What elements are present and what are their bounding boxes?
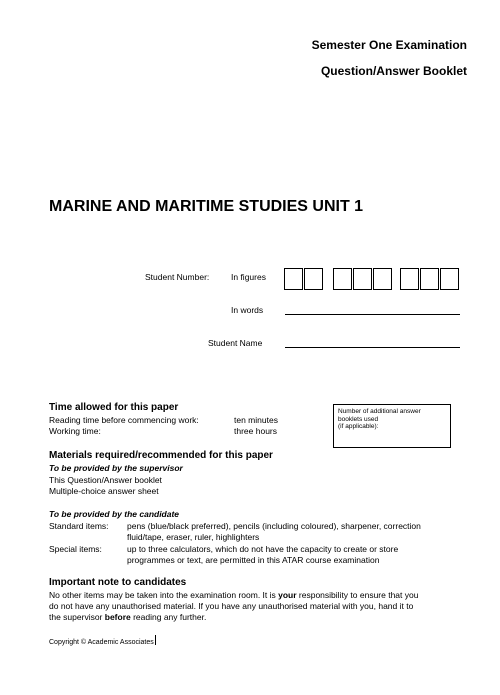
student-name-line[interactable] [285, 347, 460, 348]
exam-type-heading: Semester One Examination [311, 38, 467, 52]
important-note-heading: Important note to candidates [49, 577, 187, 588]
materials-heading: Materials required/recommended for this paper [49, 450, 273, 461]
in-figures-label: In figures [231, 272, 266, 282]
in-words-label: In words [231, 305, 264, 315]
student-number-group-2 [333, 268, 393, 290]
working-time-value: three hours [234, 426, 277, 436]
additional-booklets-box[interactable] [333, 404, 451, 448]
student-number-group-3 [400, 268, 460, 290]
supervisor-heading: To be provided by the supervisor [49, 463, 183, 473]
candidate-heading: To be provided by the candidate [49, 509, 180, 519]
digit-box[interactable] [304, 268, 323, 290]
digit-box[interactable] [284, 268, 303, 290]
copyright-notice: Copyright © Academic Associates [49, 635, 156, 646]
additional-booklets-line2: booklets used [338, 415, 379, 423]
digit-box[interactable] [420, 268, 439, 290]
supervisor-item: This Question/Answer booklet [49, 475, 162, 485]
text-cursor [155, 635, 156, 645]
special-items-label: Special items: [49, 544, 102, 554]
additional-booklets-line1: Number of additional answer [338, 408, 421, 415]
digit-box[interactable] [440, 268, 459, 290]
standard-items-line1: pens (blue/black preferred), pencils (including coloured), sharpener, correction [127, 521, 421, 531]
supervisor-item: Multiple-choice answer sheet [49, 486, 159, 496]
student-number-group-1 [284, 268, 324, 290]
digit-box[interactable] [400, 268, 419, 290]
additional-booklets-line3: (if applicable): [338, 423, 379, 430]
standard-items-label: Standard items: [49, 521, 109, 531]
student-name-label: Student Name [208, 338, 263, 348]
digit-box[interactable] [333, 268, 352, 290]
special-items-line1: up to three calculators, which do not have the capacity to create or store [127, 544, 399, 554]
student-number-label: Student Number: [145, 272, 210, 282]
reading-time-value: ten minutes [234, 415, 278, 425]
important-note-paragraph: No other items may be taken into the examination room. It is your responsibility to ensure that you do not have any unauthorised material. If you have any unauthorised material with you, hand it to the supervisor before reading any further. [49, 590, 419, 622]
in-words-line[interactable] [285, 314, 460, 315]
standard-items-line2: fluid/tape, eraser, ruler, highlighters [127, 532, 260, 542]
special-items-line2: programmes or text, are permitted in this ATAR course examination [127, 555, 380, 565]
page-title: MARINE AND MARITIME STUDIES UNIT 1 [49, 198, 364, 215]
digit-box[interactable] [373, 268, 392, 290]
digit-box[interactable] [353, 268, 372, 290]
working-time-label: Working time: [49, 426, 101, 436]
booklet-type-heading: Question/Answer Booklet [320, 64, 467, 78]
reading-time-label: Reading time before commencing work: [49, 415, 199, 425]
time-allowed-heading: Time allowed for this paper [49, 402, 179, 413]
